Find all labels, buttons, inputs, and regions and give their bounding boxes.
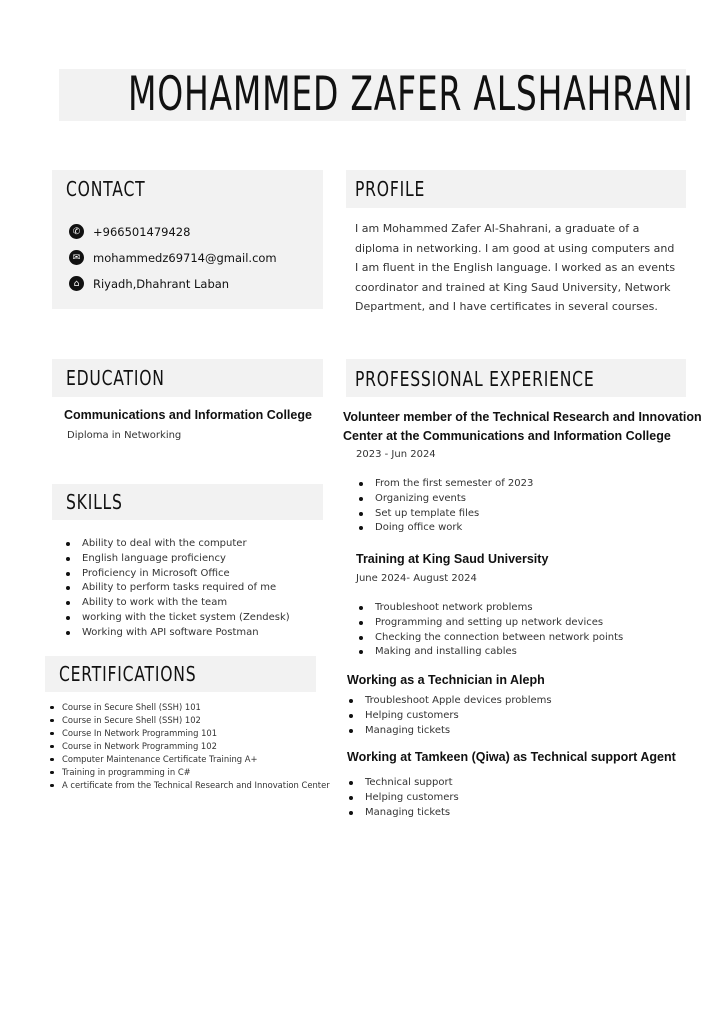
experience-header — [346, 359, 686, 397]
list-item: Training in programming in C# — [48, 766, 330, 779]
list-item: Course in Secure Shell (SSH) 102 — [48, 714, 330, 727]
list-item: From the first semester of 2023 — [356, 477, 533, 492]
education-header — [52, 359, 323, 397]
job-title-line: Center at the Communications and Information College — [343, 428, 671, 443]
contact-heading: CONTACT — [66, 177, 146, 201]
job-title: Working as a Technician in Aleph — [347, 673, 545, 687]
job-dates: 2023 - Jun 2024 — [356, 449, 436, 460]
list-item: Technical support — [346, 776, 459, 791]
job-title — [343, 408, 702, 445]
job-duties-list — [356, 601, 623, 660]
education-school: Communications and Information College — [64, 408, 312, 422]
skills-heading: SKILLS — [66, 490, 123, 514]
contact-address — [69, 276, 229, 291]
list-item: Course In Network Programming 101 — [48, 727, 330, 740]
contact-email — [69, 250, 277, 265]
certifications-list — [48, 701, 330, 792]
list-item: Helping customers — [346, 709, 552, 724]
phone-icon: ✆ — [69, 224, 84, 239]
list-item: Computer Maintenance Certificate Training A+ — [48, 753, 330, 766]
skills-list — [64, 537, 290, 641]
job-duties-list — [356, 477, 533, 536]
skills-header — [52, 484, 323, 520]
list-item: Managing tickets — [346, 806, 459, 821]
contact-phone — [69, 224, 190, 239]
job-title-line: Volunteer member of the Technical Research and Innovation — [343, 410, 702, 424]
list-item: Troubleshoot Apple devices problems — [346, 694, 552, 709]
list-item: Helping customers — [346, 791, 459, 806]
list-item: Doing office work — [356, 521, 533, 536]
list-item: Proficiency in Microsoft Office — [64, 567, 290, 582]
profile-header — [346, 170, 686, 208]
list-item: Troubleshoot network problems — [356, 601, 623, 616]
list-item: working with the ticket system (Zendesk) — [64, 611, 290, 626]
phone-text: +966501479428 — [93, 224, 191, 239]
education-heading: EDUCATION — [66, 366, 165, 390]
list-item: Course in Network Programming 102 — [48, 740, 330, 753]
profile-heading: PROFILE — [355, 177, 426, 201]
experience-heading: PROFESSIONAL EXPERIENCE — [355, 367, 595, 391]
profile-line: coordinator and trained at King Saud University, Network — [355, 280, 671, 294]
certifications-heading: CERTIFICATIONS — [59, 662, 197, 686]
full-name: MOHAMMED ZAFER ALSHAHRANI — [127, 67, 694, 122]
profile-text — [355, 219, 695, 317]
list-item: English language proficiency — [64, 552, 290, 567]
list-item: A certificate from the Technical Research and Innovation Center — [48, 779, 330, 792]
certifications-header — [45, 656, 316, 692]
list-item: Ability to perform tasks required of me — [64, 581, 290, 596]
job-title: Working at Tamkeen (Qiwa) as Technical support Agent — [347, 750, 676, 764]
list-item: Working with API software Postman — [64, 626, 290, 641]
profile-line: I am Mohammed Zafer Al-Shahrani, a graduate of a — [355, 222, 640, 235]
home-icon: ⌂ — [69, 276, 84, 291]
list-item: Checking the connection between network points — [356, 631, 623, 646]
job-duties-list — [346, 776, 459, 820]
list-item: Making and installing cables — [356, 645, 623, 660]
email-text: mohammedz69714@gmail.com — [93, 250, 277, 265]
job-duties-list — [346, 694, 552, 738]
list-item: Ability to work with the team — [64, 596, 290, 611]
list-item: Managing tickets — [346, 724, 552, 739]
list-item: Programming and setting up network devices — [356, 616, 623, 631]
profile-line: I am fluent in the English language. I worked as an events — [355, 261, 676, 274]
list-item: Course in Secure Shell (SSH) 101 — [48, 701, 330, 714]
name-banner — [59, 67, 694, 122]
mail-icon: ✉ — [69, 250, 84, 265]
job-title: Training at King Saud University — [356, 552, 549, 566]
profile-line: diploma in networking. I am good at using computers and — [355, 241, 675, 255]
list-item: Organizing events — [356, 492, 533, 507]
education-degree: Diploma in Networking — [67, 430, 182, 441]
address-text: Riyadh,Dhahrant Laban — [93, 276, 230, 291]
profile-line: Department, and I have certificates in several courses. — [355, 300, 658, 313]
list-item: Ability to deal with the computer — [64, 537, 290, 552]
list-item: Set up template files — [356, 507, 533, 522]
job-dates: June 2024- August 2024 — [356, 573, 477, 584]
